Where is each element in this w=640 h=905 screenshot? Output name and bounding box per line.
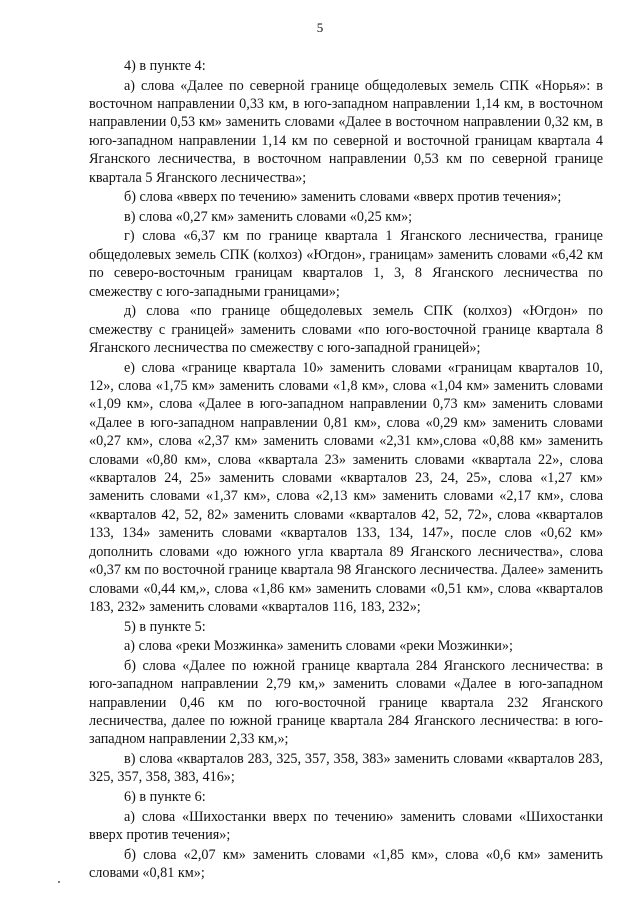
paragraph-item-6: 6) в пункте 6: xyxy=(124,788,206,805)
paragraph-4a: а) слова «Далее по северной границе общедолевых земель СПК «Норья»: в восточном направлении 0,33 км, в юго-западном направлении 1,14 км, в восточном направлении 0,53 км» заменить словами «Далее в восточном направлении 0,32 км, в юго-западном направлении 1,14 км по северной и восточной границам квартала 4 Яганского лесничества, в восточном направлении 0,53 км по северной границе квартала 5 Яганского лесничества»; xyxy=(89,77,603,186)
paragraph-5v: в) слова «кварталов 283, 325, 357, 358, 383» заменить словами «кварталов 283, 325, 357, 358, 383, 416»; xyxy=(89,750,603,786)
paragraph-4d: д) слова «по границе общедолевых земель СПК (колхоз) «Югдон» по смежеству с границей» заменить словами «по юго-восточной границе квартала 8 Яганского лесничества по смежеству с юго-западной границей»; xyxy=(89,303,603,357)
paragraph-4v: в) слова «0,27 км» заменить словами «0,25 км»; xyxy=(124,208,413,225)
paragraph-4e: е) слова «границе квартала 10» заменить словами «границам кварталов 10, 12», слова «1,75 км» заменить словами «1,8 км», слова «1,04 км» заменить словами «1,09 км», слова «Далее в юго-западном направлении 0,73 км» заменить словами «Далее в юго-западном направлении 0,81 км», слова «0,29 км» заменить словами «0,27 км», слова «2,37 км» заменить словами «2,31 км»,слова «0,88 км» заменить словами «0,80 км», слова «квартала 23» заменить словами «квартала 22», слова «кварталов 24, 25» заменить словами «кварталов 23, 24, 25», слова «1,27 км» заменить словами «1,37 км», слова «2,13 км» заменить словами «2,17 км», слова «кварталов 42, 52, 82» заменить словами «кварталов 42, 52, 72», слова «кварталов 133, 134» заменить словами «кварталов 133, 134, 147», после слов «0,62 км» дополнить словами «до южного угла квартала 89 Яганского лесничества», слова «0,37 км по восточной границе квартала 98 Яганского лесничества. Далее» заменить словами «0,44 км,», слова «1,86 км» заменить словами «0,51 км», слова «кварталов 183, 232» заменить словами «кварталов 116, 183, 232»; xyxy=(89,359,603,615)
paragraph-4b: б) слова «вверх по течению» заменить словами «вверх против течения»; xyxy=(124,189,562,206)
paragraph-item-4: 4) в пункте 4: xyxy=(124,58,206,74)
page-number: 5 xyxy=(316,20,324,35)
scan-speck xyxy=(58,881,60,883)
paragraph-item-5: 5) в пункте 5: xyxy=(124,618,206,635)
document-body xyxy=(89,57,603,884)
paragraph-5b: б) слова «Далее по южной границе квартала 284 Яганского лесничества: в юго-западном направлении 2,79 км,» заменить словами «Далее в юго-западном направлении 0,46 км по юго-восточной границе квартала 232 Яганского лесничества, далее по южной границе квартала 284 Яганского лесничества: в юго-западном направлении 2,33 км,»; xyxy=(89,657,603,748)
paragraph-6a: а) слова «Шихостанки вверх по течению» заменить словами «Шихостанки вверх против течения»; xyxy=(89,808,603,843)
paragraph-4g: г) слова «6,37 км по границе квартала 1 Яганского лесничества, границе общедолевых земель СПК (колхоз) «Югдон», границам» заменить словами «6,42 км по северо-восточным границам кварталов 1, 3, 8 Яганского лесничества по смежеству с юго-западными границами»; xyxy=(89,228,603,300)
paragraph-6b: б) слова «2,07 км» заменить словами «1,85 км», слова «0,6 км» заменить словами «0,81 км»; xyxy=(89,846,603,881)
paragraph-5a: а) слова «реки Мозжинка» заменить словами «реки Мозжинки»; xyxy=(124,638,513,655)
